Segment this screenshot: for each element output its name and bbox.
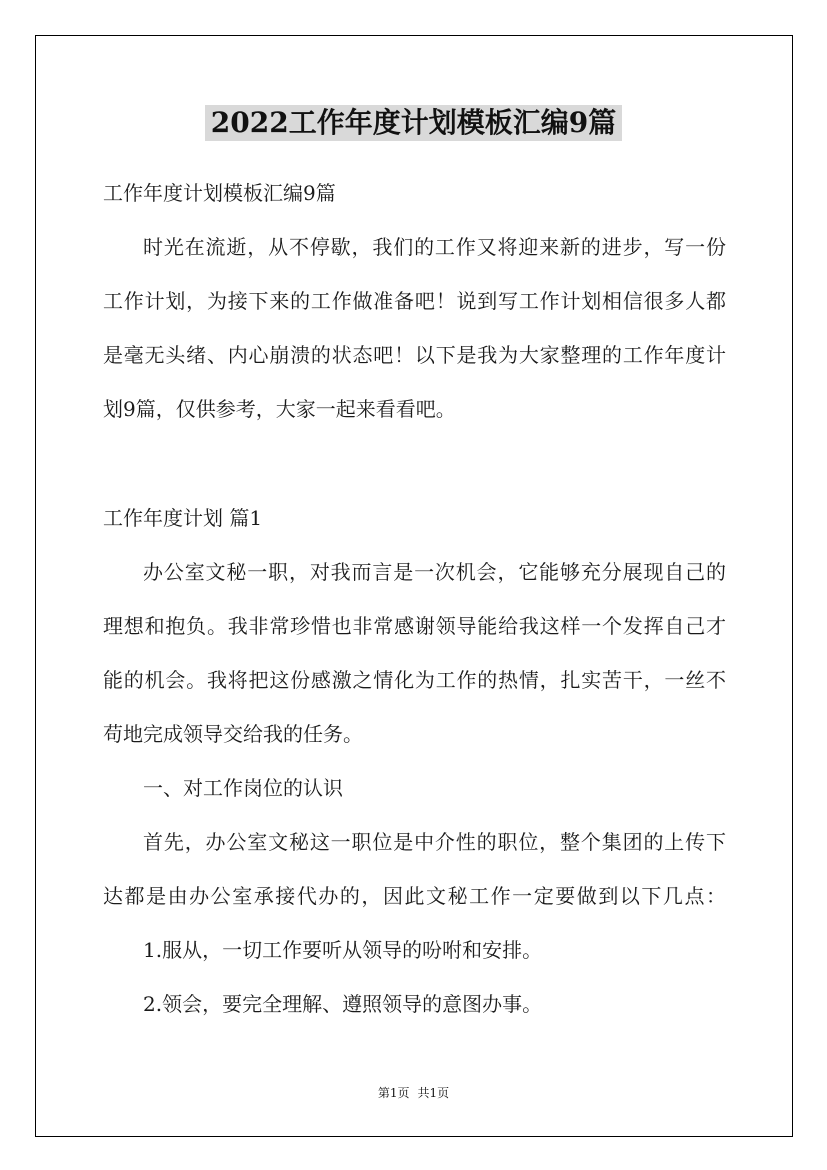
paragraph-line: 能的机会。我将把这份感激之情化为工作的热情，扎实苦干，一丝不 [103, 667, 726, 692]
paragraph-line: 苟地完成领导交给我的任务。 [103, 721, 363, 746]
page-footer [0, 1084, 827, 1101]
paragraph-line: 达都是由办公室承接代办的，因此文秘工作一定要做到以下几点： [103, 884, 726, 909]
paragraph-line: 首先，办公室文秘这一职位是中介性的职位，整个集团的上传下 [143, 830, 726, 855]
subheading: 一、对工作岗位的认识 [143, 776, 343, 801]
page-number: 第1页 [377, 1086, 410, 1100]
blank-line [103, 436, 726, 490]
intro-line: 是毫无头绪、内心崩溃的状态吧！以下是我为大家整理的工作年度计 [103, 343, 726, 368]
section-heading: 工作年度计划 篇1 [103, 505, 263, 530]
list-item: 2.领会，要完全理解、遵照领导的意图办事。 [143, 992, 543, 1017]
paragraph-line: 办公室文秘一职，对我而言是一次机会，它能够充分展现自己的 [143, 559, 726, 584]
document-title: 2022工作年度计划模板汇编9篇 [205, 105, 622, 141]
document-heading: 工作年度计划模板汇编9篇 [103, 181, 336, 205]
intro-line: 工作计划，为接下来的工作做准备吧！说到写工作计划相信很多人都 [103, 289, 726, 314]
title-block [0, 105, 827, 141]
page-total: 共1页 [417, 1086, 450, 1100]
list-item: 1.服从，一切工作要听从领导的吩咐和安排。 [143, 938, 543, 963]
intro-line: 时光在流逝，从不停歇，我们的工作又将迎来新的进步，写一份 [143, 235, 726, 260]
paragraph-line: 理想和抱负。我非常珍惜也非常感谢领导能给我这样一个发挥自己才 [103, 613, 726, 638]
intro-line: 划9篇，仅供参考，大家一起来看看吧。 [103, 397, 456, 422]
document-body [103, 166, 726, 1032]
